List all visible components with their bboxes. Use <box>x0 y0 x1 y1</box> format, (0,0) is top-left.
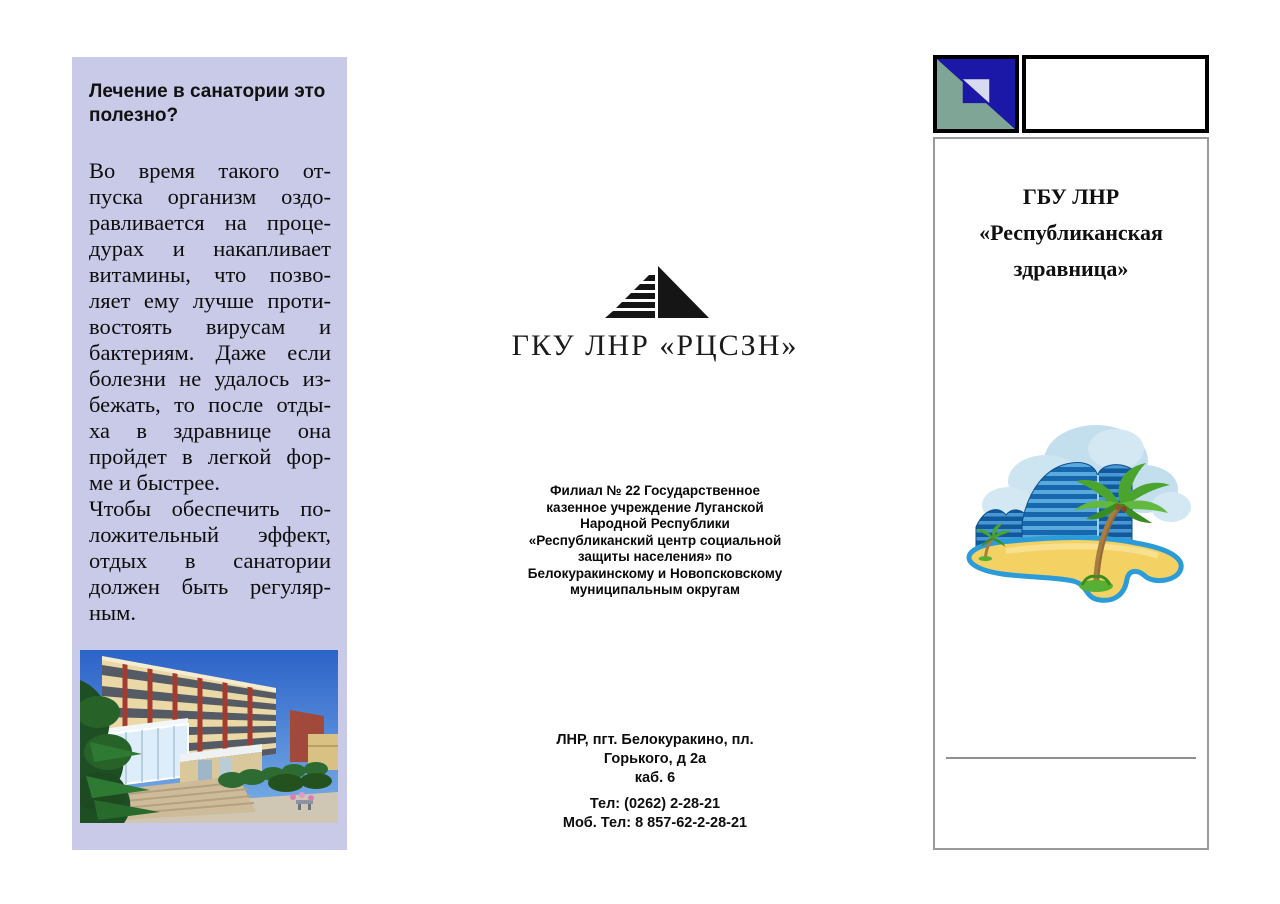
phone-numbers <box>430 795 880 833</box>
header-blank-box <box>1022 55 1209 133</box>
org-short-name: ГКУ ЛНР «РЦСЗН» <box>511 329 799 362</box>
text-line: Филиал № 22 Государственное <box>550 483 760 498</box>
square-diagonal-logo-svg <box>937 59 1015 129</box>
text-line: Народной Республики <box>580 516 730 531</box>
postal-address <box>430 731 880 788</box>
right-header-box <box>933 55 1209 133</box>
body-text-line: отдых в санатории <box>89 548 331 573</box>
pyramid-logo-svg <box>600 263 710 325</box>
middle-panel <box>430 0 880 904</box>
text-line: муниципальным округам <box>569 582 741 597</box>
text-line: Моб. Тел: 8 857-62-2-28-21 <box>562 815 748 831</box>
body-text-line: болезни не удалось из- <box>89 366 331 391</box>
right-frame <box>933 137 1209 850</box>
text-line: здравница» <box>1013 256 1129 281</box>
right-panel <box>933 55 1209 850</box>
text-line: «Республиканский центр социальной <box>528 532 782 548</box>
island-illustration-svg <box>946 409 1196 614</box>
text-line: Тел: (0262) 2-28-21 <box>589 796 721 812</box>
text-line: защиты населения» по <box>577 549 733 564</box>
left-panel <box>72 57 347 850</box>
sanatorium-photo-svg <box>80 650 338 823</box>
body-text-line: равливается на проце- <box>89 210 331 235</box>
body-text-line: пуска организм оздо- <box>89 184 331 209</box>
body-text-line: дурах и накапливает <box>89 236 331 261</box>
branch-description <box>430 483 880 599</box>
text-line: Горького, д 2а <box>603 751 707 767</box>
pyramid-logo-icon <box>600 263 704 323</box>
text-line: ЛНР, пгт. Белокуракино, пл. <box>556 732 754 748</box>
left-heading: Лечение в санатории это полезно? <box>89 81 326 126</box>
body-text-line: ха в здравнице она <box>89 418 331 443</box>
left-body-text <box>89 158 331 626</box>
text-line: Белокуракинскому и Новопсковскому <box>527 565 783 581</box>
body-text-line: пройдет в легкой фор- <box>89 444 331 469</box>
text-line: казенное учреждение Луганской <box>546 499 764 515</box>
text-line: «Республиканская <box>979 220 1163 245</box>
body-text-line: бежать, то после отды- <box>89 392 331 417</box>
body-text-line: Чтобы обеспечить по- <box>89 496 331 521</box>
body-text-line: ляет ему лучше проти- <box>89 288 331 313</box>
text-line: каб. 6 <box>634 770 676 786</box>
text-line: ГБУ ЛНР <box>1022 184 1120 209</box>
body-text-line: ме и быстрее. <box>89 470 221 495</box>
sanatorium-photo <box>80 650 338 823</box>
island-illustration <box>946 409 1196 614</box>
right-title <box>935 179 1207 287</box>
body-text-line: Во время такого от- <box>89 158 331 183</box>
body-text-line: востоять вирусам и <box>89 314 331 339</box>
body-text-line: витамины, что позво- <box>89 262 331 287</box>
body-text-line: бактериям. Даже если <box>89 340 331 365</box>
body-text-line: ным. <box>89 600 137 625</box>
body-text-line: должен быть регуляр- <box>89 574 331 599</box>
signature-line <box>946 757 1196 759</box>
sand-island <box>969 538 1181 601</box>
square-diagonal-logo-icon <box>933 55 1019 133</box>
body-text-line: ложительный эффект, <box>89 522 331 547</box>
